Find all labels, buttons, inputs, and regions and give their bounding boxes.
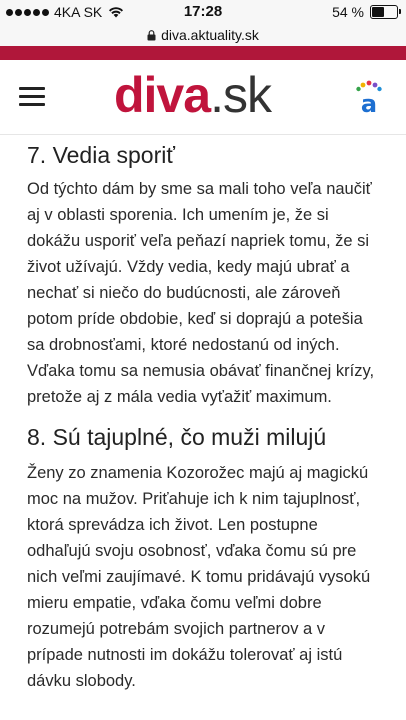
logo-tld-text: .sk [210, 67, 271, 123]
status-bar [0, 0, 406, 24]
article-body [27, 140, 379, 694]
hamburger-icon[interactable] [19, 87, 45, 107]
section-paragraph: Od týchto dám by sme sa mali toho veľa naučiť aj v oblasti sporenia. Ich umením je, že si dokážu usporiť veľa peňazí napriek tomu, že si život užívajú. Vždy vedia, kedy majú ubrať a nechať si niečo do budúcnosti, ale zároveň potom príde obdobie, keď si doprajú a potešia sa drobnosťami, ktoré nedostanú od iných. Vďaka tomu sa nemusia obávať finančnej krízy, pretože aj z mála vedia vyťažiť maximum. [27, 180, 375, 406]
section-paragraph: Ženy zo znamenia Kozorožec majú aj magickú moc na mužov. Priťahuje ich k nim tajuplnosť, ktorá sprevádza ich život. Len postupne odhaľujú svoju osobnosť, vďaka čomu sú pre nich veľmi zaujímavé. K tomu pridávajú vysokú mieru empatie, vďaka čomu veľmi dobre rozumejú potrebám svojich partnerov a v prípade nutnosti im dokážu tolerovať aj istú dávku slobody. [27, 464, 371, 690]
section-heading: 8. Sú tajuplné, čo muži milujú [27, 424, 327, 450]
site-logo[interactable] [114, 66, 271, 122]
address-bar[interactable] [0, 24, 406, 46]
clock: 17:28 [183, 3, 223, 20]
url-domain: diva.aktuality.sk [161, 27, 259, 43]
aktuality-app-icon[interactable] [354, 80, 384, 116]
carrier-name: 4KA SK [54, 4, 103, 20]
brand-accent-strip [0, 46, 406, 60]
lock-icon [147, 30, 156, 41]
battery-percent: 54 % [332, 4, 364, 20]
svg-text:a: a [360, 90, 378, 116]
site-header [0, 60, 406, 135]
logo-main-text: diva [114, 67, 211, 123]
section-heading: 7. Vedia sporiť [27, 142, 175, 168]
battery-status [332, 4, 398, 20]
battery-icon [370, 5, 398, 19]
